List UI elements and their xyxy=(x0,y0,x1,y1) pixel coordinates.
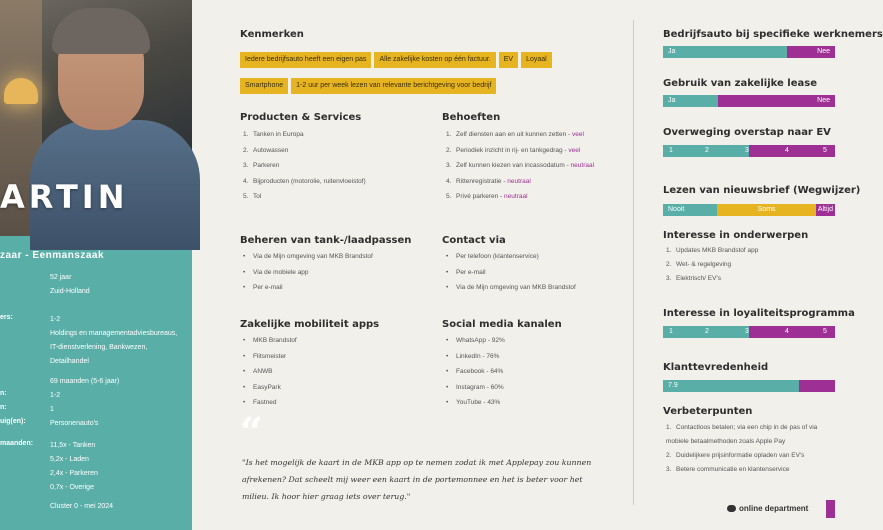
list-number: 2. xyxy=(666,261,672,268)
profile-value: Detailhandel xyxy=(50,358,89,365)
list-text: Via de mobiele app xyxy=(253,268,309,276)
list-text: Contactloos betalen; via een chip in de pas of via mobiele betaalmethoden zoals Apple Pay xyxy=(666,424,818,445)
list-item xyxy=(243,333,433,349)
behoeften-list xyxy=(446,127,631,205)
scale-label: 4 xyxy=(785,328,789,335)
scale-label: 5 xyxy=(823,328,827,335)
bullet-icon: • xyxy=(243,399,246,407)
list-item xyxy=(666,421,835,449)
list-number: 1. xyxy=(446,131,452,138)
tevredenheid-value: 7.9 xyxy=(663,380,799,392)
profile-value: 5,2x - Laden xyxy=(50,456,89,463)
bullet-icon: • xyxy=(446,352,449,360)
list-item xyxy=(666,244,836,258)
lease-ja: Ja xyxy=(663,95,718,107)
list-item xyxy=(243,249,433,265)
profile-value: 1 xyxy=(50,406,54,413)
kenmerk-tag: Smartphone xyxy=(240,78,288,94)
bullet-icon: • xyxy=(446,368,449,376)
bedrijfsauto-bar xyxy=(663,46,835,58)
loyaliteit-title: Interesse in loyaliteitsprogramma xyxy=(663,308,855,319)
profile-values xyxy=(50,439,190,495)
list-item xyxy=(446,265,631,281)
list-item xyxy=(666,463,835,477)
lease-bar xyxy=(663,95,835,107)
behoeften-title: Behoeften xyxy=(442,112,501,123)
list-number: 4. xyxy=(243,177,249,185)
scale-label: 3 xyxy=(745,328,749,335)
list-text: Elektrisch/ EV's xyxy=(676,275,721,282)
persona-role: zaar - Eenmanszaak xyxy=(0,250,105,261)
bedrijfsauto-title: Bedrijfsauto bij specifieke werknemers xyxy=(663,29,883,40)
bedrijfsauto-ja: Ja xyxy=(663,46,787,58)
behoefte-text: Periodiek inzicht in rij- en tankgedrag - xyxy=(456,146,569,154)
list-text: Via de Mijn omgeving van MKB Brandstof xyxy=(456,284,576,292)
bullet-icon: • xyxy=(243,352,246,360)
producten-title: Producten & Services xyxy=(240,112,362,123)
bullet-icon: • xyxy=(243,268,246,276)
customer-quote: "Is het mogelijk de kaart in de MKB app op te nemen zodat ik met Applepay zou kunnen afrekenen? Dat scheelt mij weer een kaart in de portemonnee en het is beter voor het milieu. Ik hoor hier graag iets over terug." xyxy=(242,458,592,501)
persona-panel xyxy=(0,0,192,530)
scale-label: 2 xyxy=(705,147,709,154)
kenmerken-title: Kenmerken xyxy=(240,29,304,40)
kenmerk-tag: 1-2 uur per week lezen van relevante berichtgeving voor bedrijf xyxy=(291,78,496,94)
passen-list xyxy=(243,249,433,296)
profile-value: IT-dienstverlening, Bankwezen, xyxy=(50,344,148,351)
contact-list xyxy=(446,249,631,296)
behoefte-level: neutraal xyxy=(570,162,595,170)
list-number: 1. xyxy=(243,131,249,138)
behoefte-text: Privé parkeren - xyxy=(456,193,505,201)
nieuwsbrief-title: Lezen van nieuwsbrief (Wegwijzer) xyxy=(663,185,861,196)
producten-list xyxy=(243,127,433,205)
scale-label: 4 xyxy=(785,147,789,154)
bullet-icon: • xyxy=(446,284,449,292)
profile-value: 52 jaar xyxy=(50,274,72,281)
ev-title: Overweging overstap naar EV xyxy=(663,127,831,138)
bullet-icon: • xyxy=(243,253,246,260)
behoefte-level: veel xyxy=(572,131,584,138)
list-text: Wet- & regelgeving xyxy=(676,261,732,268)
nieuwsbrief-bar xyxy=(663,204,835,216)
list-text: YouTube - 43% xyxy=(456,399,501,407)
list-text: LinkedIn - 76% xyxy=(456,352,500,360)
logo-text: online department xyxy=(739,504,809,513)
list-text: MKB Brandstof xyxy=(253,337,297,344)
list-item xyxy=(446,395,631,411)
bedrijfsauto-nee: Nee xyxy=(787,46,835,58)
list-item xyxy=(666,449,835,463)
kenmerk-tag: Alle zakelijke kosten op één factuur. xyxy=(374,52,495,68)
list-number: 1. xyxy=(666,424,672,431)
profile-label: n: xyxy=(0,390,7,397)
profile-value: Zuid-Holland xyxy=(50,288,90,295)
list-item xyxy=(446,333,631,349)
passen-title: Beheren van tank-/laadpassen xyxy=(240,235,412,246)
list-text: Parkeren xyxy=(253,162,280,170)
bullet-icon: • xyxy=(243,368,246,376)
behoefte-text: Zelf kunnen kiezen van incassodatum - xyxy=(456,162,571,170)
scale-label: 3 xyxy=(745,147,749,154)
list-item xyxy=(243,189,433,205)
bullet-icon: • xyxy=(446,337,449,344)
list-text: Per e-mail xyxy=(456,268,486,276)
list-number: 3. xyxy=(446,162,452,170)
lamp-decoration xyxy=(4,78,38,104)
list-item xyxy=(446,158,631,174)
apps-title: Zakelijke mobiliteit apps xyxy=(240,319,380,330)
list-item xyxy=(666,258,836,272)
list-text: WhatsApp - 92% xyxy=(456,337,505,344)
onderwerpen-list xyxy=(666,244,836,286)
list-number: 2. xyxy=(446,146,452,154)
list-item xyxy=(243,127,433,143)
list-text: Tanken in Europa xyxy=(253,131,304,138)
profile-values xyxy=(50,313,190,369)
profile-value: 1-2 xyxy=(50,316,61,323)
bullet-icon: • xyxy=(446,253,449,260)
list-text: Via de Mijn omgeving van MKB Brandstof xyxy=(253,253,373,260)
list-text: Updates MKB Brandstof app xyxy=(676,247,759,254)
lease-nee: Nee xyxy=(718,95,835,107)
loyaliteit-scale xyxy=(663,326,835,338)
quote-icon: “ xyxy=(240,409,264,456)
list-text: EasyPark xyxy=(253,383,281,391)
list-item xyxy=(243,280,433,296)
list-number: 1. xyxy=(666,247,672,254)
kenmerk-tag: Loyaal xyxy=(521,52,552,68)
bullet-icon: • xyxy=(446,383,449,391)
tevredenheid-bar xyxy=(663,380,835,392)
list-number: 2. xyxy=(243,146,249,154)
onderwerpen-title: Interesse in onderwerpen xyxy=(663,230,809,241)
profile-value: Holdings en managementadviesbureaus, xyxy=(50,330,178,337)
bullet-icon: • xyxy=(446,399,449,407)
nieuwsbrief-soms: Soms xyxy=(717,204,815,216)
profile-value: 69 maanden (5-6 jaar) xyxy=(50,378,120,385)
persona-photo xyxy=(0,0,192,236)
list-text: ANWB xyxy=(253,368,273,376)
bullet-icon: • xyxy=(243,284,246,292)
tevredenheid-rest xyxy=(799,380,835,392)
profile-value: 1-2 xyxy=(50,392,61,399)
list-text: Tol xyxy=(253,193,262,201)
bullet-icon: • xyxy=(243,337,246,344)
scale-label: 5 xyxy=(823,147,827,154)
list-item xyxy=(446,189,631,205)
list-item xyxy=(243,174,433,190)
list-item xyxy=(243,364,433,380)
list-number: 3. xyxy=(666,466,672,473)
profile-label: ers: xyxy=(0,314,13,321)
bullet-icon: • xyxy=(243,383,246,391)
logo-icon xyxy=(727,505,736,512)
list-text: Betere communicatie en klantenservice xyxy=(676,466,790,473)
list-text: Per telefoon (klantenservice) xyxy=(456,253,539,260)
list-number: 5. xyxy=(446,193,452,201)
list-item xyxy=(446,127,631,143)
behoefte-text: Rittenregistratie - xyxy=(456,177,508,185)
behoefte-text: Zelf diensten aan en uit kunnen zetten - xyxy=(456,131,572,138)
scale-label: 1 xyxy=(669,147,673,154)
kenmerk-tag: Iedere bedrijfsauto heeft een eigen pas xyxy=(240,52,371,68)
profile-values xyxy=(50,403,190,417)
lease-title: Gebruik van zakelijke lease xyxy=(663,78,817,89)
corner-mark xyxy=(826,500,835,518)
bullet-icon: • xyxy=(446,268,449,276)
social-list xyxy=(446,333,631,411)
list-text: Per e-mail xyxy=(253,284,283,292)
behoefte-level: veel xyxy=(568,146,581,154)
list-text: Duidelijkere prijsinformatie opladen van EV's xyxy=(676,452,805,459)
list-item xyxy=(243,143,433,159)
list-item xyxy=(446,143,631,159)
online-department-logo xyxy=(727,504,808,513)
contact-title: Contact via xyxy=(442,235,506,246)
cluster-label: Cluster 0 - mei 2024 xyxy=(50,503,114,510)
behoefte-level: neutraal xyxy=(504,193,528,201)
list-text: Fastned xyxy=(253,399,277,407)
profile-label: uig(en): xyxy=(0,418,26,425)
list-item xyxy=(446,174,631,190)
list-item xyxy=(446,249,631,265)
list-item xyxy=(446,280,631,296)
verbeterpunten-list xyxy=(666,421,835,477)
kenmerk-tag: EV xyxy=(499,52,518,68)
list-item xyxy=(243,158,433,174)
nieuwsbrief-altijd: Altijd xyxy=(816,204,835,216)
profile-values xyxy=(50,271,190,299)
apps-list xyxy=(243,333,433,411)
list-item xyxy=(243,395,433,411)
kenmerken-tags xyxy=(240,48,580,100)
profile-label: n: xyxy=(0,404,7,411)
scale-label: 1 xyxy=(669,328,673,335)
tevredenheid-title: Klanttevredenheid xyxy=(663,362,769,373)
list-item xyxy=(446,349,631,365)
profile-value: 2,4x - Parkeren xyxy=(50,470,98,477)
list-item xyxy=(243,265,433,281)
list-item xyxy=(446,380,631,396)
list-item xyxy=(243,380,433,396)
list-number: 5. xyxy=(243,193,249,201)
profile-value: 11,5x - Tanken xyxy=(50,442,96,449)
profile-value: 0,7x - Overige xyxy=(50,484,94,491)
profile-label: maanden: xyxy=(0,440,34,447)
profile-values xyxy=(50,389,190,403)
profile-values xyxy=(50,417,190,431)
list-number: 2. xyxy=(666,452,672,459)
nieuwsbrief-nooit: Nooit xyxy=(663,204,717,216)
list-text: Autowassen xyxy=(253,146,289,154)
column-divider xyxy=(633,20,634,505)
profile-values xyxy=(50,375,190,389)
ev-scale xyxy=(663,145,835,157)
behoefte-level: neutraal xyxy=(507,177,531,185)
persona-name: ARTIN xyxy=(0,178,129,216)
list-text: Instagram - 60% xyxy=(456,383,504,391)
list-number: 3. xyxy=(666,275,672,282)
list-item xyxy=(666,272,836,286)
profile-value: Personenauto's xyxy=(50,420,99,427)
verbeterpunten-title: Verbeterpunten xyxy=(663,406,753,417)
list-number: 3. xyxy=(243,162,249,170)
scale-label: 2 xyxy=(705,328,709,335)
social-title: Social media kanalen xyxy=(442,319,562,330)
list-text: Flitsmeister xyxy=(253,352,287,360)
list-text: Facebook - 64% xyxy=(456,368,504,376)
list-item xyxy=(446,364,631,380)
list-text: Bijproducten (motorolie, ruitenvloeistof) xyxy=(253,177,366,185)
list-item xyxy=(243,349,433,365)
persona-hair xyxy=(52,8,150,54)
list-number: 4. xyxy=(446,177,452,185)
